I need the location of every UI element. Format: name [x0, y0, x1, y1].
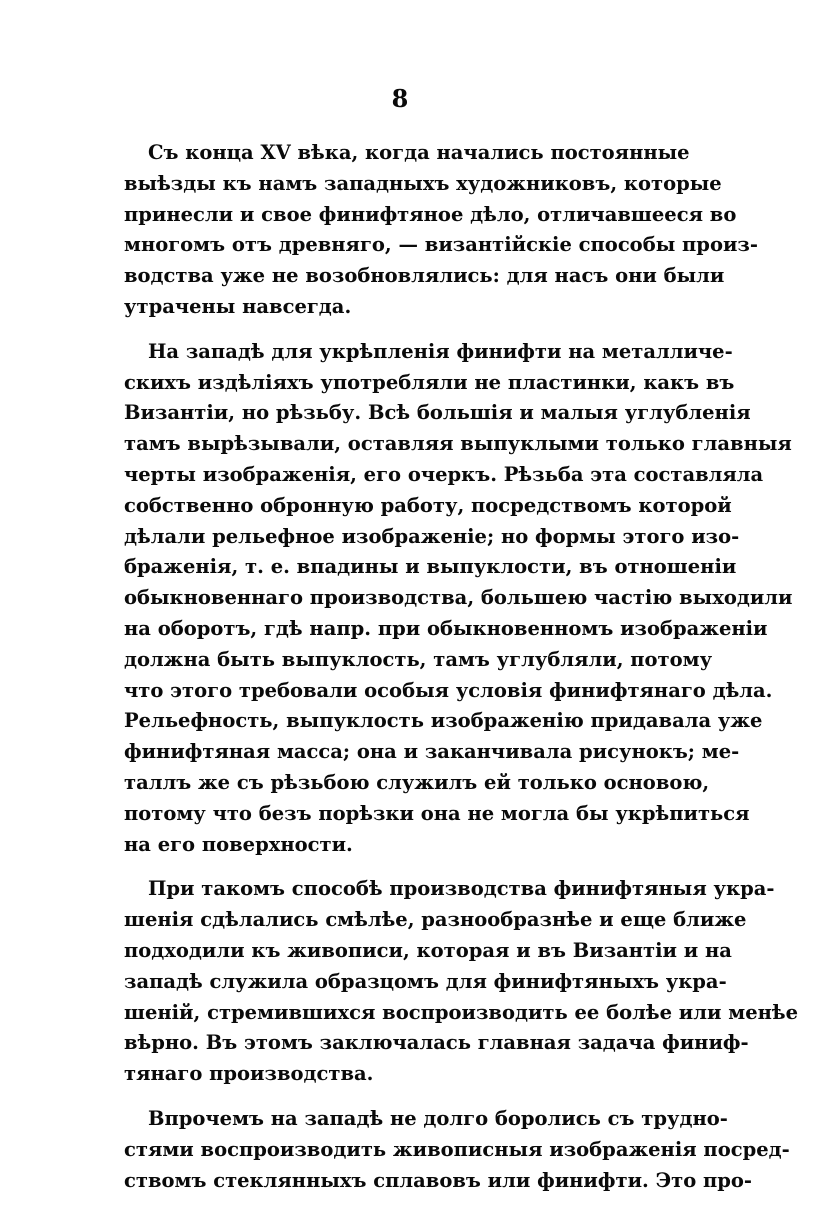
- text-line: ствомъ стеклянныхъ сплавовъ или финифти. Это про-: [124, 1168, 752, 1192]
- text-line: таллъ же съ рѣзьбою служилъ ей только основою,: [124, 770, 710, 794]
- paragraph-1: [124, 138, 758, 323]
- text-line: утрачены навсегда.: [124, 294, 352, 318]
- body-text: [124, 138, 798, 1210]
- text-line: шеній, стремившихся воспроизводить ее болѣе или менѣе: [124, 1000, 798, 1024]
- text-line: обыкновеннаго производства, большею частію выходили: [124, 586, 793, 610]
- text-line: скихъ издѣліяхъ употребляли не пластинки, какъ въ: [124, 370, 735, 394]
- text-line: водства уже не возобновлялись: для насъ они были: [124, 264, 725, 288]
- text-line: Рельефность, выпуклость изображенію придавала уже: [124, 709, 763, 733]
- text-line: дѣлали рельефное изображеніе; но формы этого изо-: [124, 524, 740, 548]
- paragraph-4: [124, 1104, 790, 1196]
- text-line: На западѣ для укрѣпленія финифти на металличе-: [148, 339, 733, 363]
- text-line: Византіи, но рѣзьбу. Всѣ большія и малыя углубленія: [124, 401, 751, 425]
- text-line: тянаго производства.: [124, 1062, 374, 1086]
- text-line: принесли и свое финифтяное дѣло, отличавшееся во: [124, 202, 737, 226]
- text-line: потому что безъ порѣзки она не могла бы укрѣпиться: [124, 801, 750, 825]
- text-line: подходили къ живописи, которая и въ Византіи и на: [124, 938, 732, 962]
- text-line: браженія, т. е. впадины и выпуклости, въ отношеніи: [124, 555, 737, 579]
- paragraph-2: [124, 337, 793, 861]
- page-number: 8: [391, 84, 409, 113]
- paragraph-3: [124, 874, 798, 1090]
- text-line: шенія сдѣлались смѣлѣе, разнообразнѣе и еще ближе: [124, 908, 747, 932]
- text-line: финифтяная масса; она и заканчивала рисунокъ; ме-: [124, 740, 740, 764]
- text-line: многомъ отъ древняго, — византійскіе способы произ-: [124, 233, 758, 257]
- text-line: должна быть выпуклость, тамъ углубляли, потому: [124, 647, 713, 671]
- text-line: что этого требовали особыя условія финифтянаго дѣла.: [124, 678, 773, 702]
- text-line: на оборотъ, гдѣ напр. при обыкновенномъ изображеніи: [124, 616, 768, 640]
- text-line: стями воспроизводить живописныя изображенія посред-: [124, 1137, 790, 1161]
- text-line: Съ конца XV вѣка, когда начались постоянные: [148, 141, 690, 164]
- text-line: выѣзды къ намъ западныхъ художниковъ, которые: [124, 171, 722, 195]
- text-line: черты изображенія, его очеркъ. Рѣзьба эта составляла: [124, 462, 764, 486]
- text-line: вѣрно. Въ этомъ заключалась главная задача финиф-: [124, 1031, 749, 1055]
- text-line: Впрочемъ на западѣ не долго боролись съ трудно-: [148, 1106, 728, 1130]
- text-line: При такомъ способѣ производства финифтяныя укра-: [148, 877, 775, 901]
- text-line: на его поверхности.: [124, 832, 353, 856]
- text-line: западѣ служила образцомъ для финифтяныхъ укра-: [124, 969, 727, 993]
- text-line: тамъ вырѣзывали, оставляя выпуклыми только главныя: [124, 432, 792, 456]
- text-line: собственно обронную работу, посредствомъ которой: [124, 493, 732, 517]
